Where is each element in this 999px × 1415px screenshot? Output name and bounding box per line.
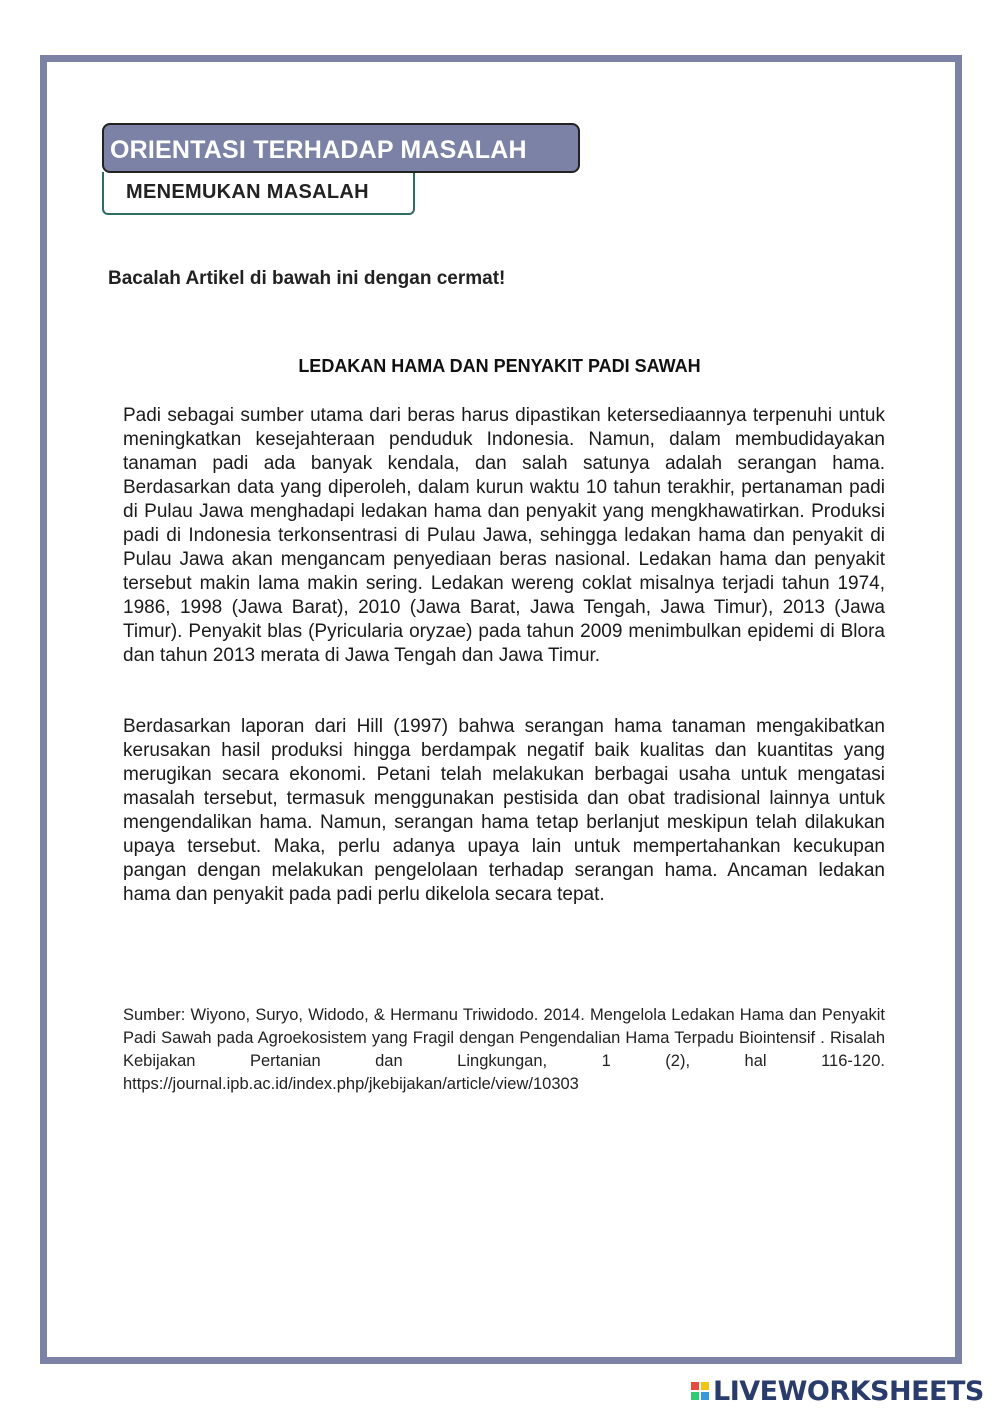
source-citation: Sumber: Wiyono, Suryo, Widodo, & Hermanu Triwidodo. 2014. Mengelola Ledakan Hama dan Penyakit Padi Sawah pada Agroekosistem yang Fragil dengan Pengendalian Hama Terpadu Biointensif . Risalah Kebijakan Pertanian dan Lingkungan, 1 (2), hal 116-120. https://journal.ipb.ac.id/index.php/jkebijakan/article/view/10303 — [123, 1006, 885, 1093]
article-paragraph-2: Berdasarkan laporan dari Hill (1997) bahwa serangan hama tanaman mengakibatkan kerusakan hasil produksi hingga berdampak negatif baik kualitas dan kuantitas yang merugikan secara ekonomi. Petani telah melakukan berbagai usaha untuk mengatasi masalah tersebut, termasuk menggunakan pestisida dan obat tradisional lainnya untuk mengendalikan hama. Namun, serangan hama tetap berlanjut meskipun telah dilakukan upaya tersebut. Maka, perlu adanya upaya lain untuk mempertahankan kecukupan pangan dengan melakukan pengelolaan terhadap serangan hama. Ancaman ledakan hama dan penyakit pada padi perlu dikelola secara tepat. — [123, 716, 885, 905]
instruction-text: Bacalah Artikel di bawah ini dengan cermat! — [108, 268, 506, 289]
logo-text: LIVEWORKSHEETS — [713, 1375, 984, 1407]
logo-mark-square — [691, 1392, 699, 1400]
section-title: ORIENTASI TERHADAP MASALAH — [102, 123, 580, 173]
section-subtitle: MENEMUKAN MASALAH — [102, 172, 415, 215]
logo-mark-square — [701, 1392, 709, 1400]
article-paragraph-1: Padi sebagai sumber utama dari beras harus dipastikan ketersediaannya terpenuhi untuk meningkatkan kesejahteraan penduduk Indonesia. Namun, dalam membudidayakan tanaman padi ada banyak kendala, dan salah satunya adalah serangan hama. Berdasarkan data yang diperoleh, dalam kurun waktu 10 tahun terakhir, pertanaman padi di Pulau Jawa menghadapi ledakan hama dan penyakit yang mengkhawatirkan. Produksi padi di Indonesia terkonsentrasi di Pulau Jawa, sehingga ledakan hama dan penyakit di Pulau Jawa akan mengancam penyediaan beras nasional. Ledakan hama dan penyakit tersebut makin lama makin sering. Ledakan wereng coklat misalnya terjadi tahun 1974, 1986, 1998 (Jawa Barat), 2010 (Jawa Barat, Jawa Tengah, Jawa Timur), 2013 (Jawa Timur). Penyakit blas (Pyricularia oryzae) pada tahun 2009 menimbulkan epidemi di Blora dan tahun 2013 merata di Jawa Tengah dan Jawa Timur. — [123, 405, 885, 666]
logo-mark-square — [701, 1382, 709, 1390]
liveworksheets-logo[interactable] — [691, 1375, 984, 1407]
article-title: LEDAKAN HAMA DAN PENYAKIT PADI SAWAH — [298, 356, 701, 376]
logo-mark-square — [691, 1382, 699, 1390]
page-frame — [40, 55, 962, 1364]
logo-mark-icon — [691, 1382, 709, 1400]
